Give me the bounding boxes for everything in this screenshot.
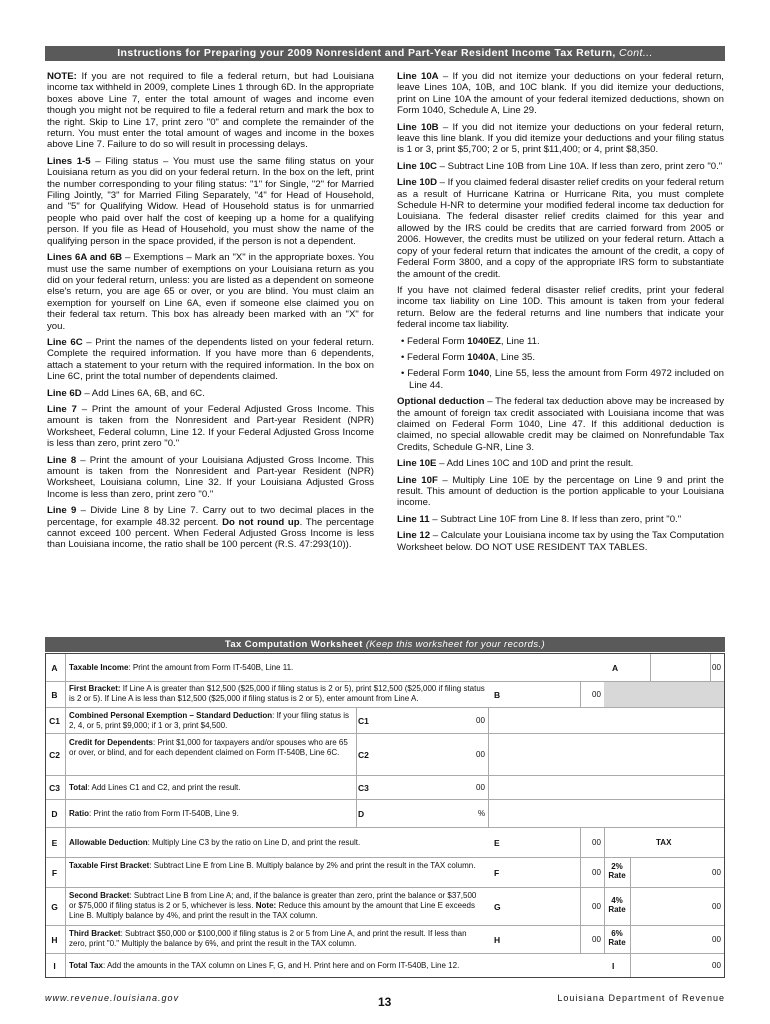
line-i-tax-cents[interactable]: 00 [712, 961, 721, 970]
list-item: • Federal Form 1040A, Line 35. [401, 351, 536, 363]
line-9-para: Line 9 – Divide Line 8 by Line 7. Carry out to two decimal places in the percentage, for example 48.32 percent. Do not round up. The percentage cannot exceed 100 percent. When Federal Adjusted Gross Income is less than Louisiana income, the ratio shall be 100 percent (R.S. 47:293(10)). [47, 505, 374, 551]
row-f: F Taxable First Bracket: Subtract Line E from Line B. Multiply balance by 2% and print the result in the TAX column. F 00 2% Rate 00 [46, 858, 724, 888]
line-h-cents[interactable]: 00 [592, 935, 601, 944]
line-e-cents[interactable]: 00 [592, 838, 601, 847]
row-d: D Ratio: Print the ratio from Form IT-540B, Line 9. D % [46, 800, 724, 828]
line-c1-cents[interactable]: 00 [476, 716, 485, 725]
footer-url[interactable]: www.revenue.louisiana.gov [45, 993, 180, 1003]
row-g: G Second Bracket: Subtract Line B from Line A; and, if the balance is greater than zero, print the balance or $37,500 or $75,000 if filing status is 2 or 5, whichever is less. Note: Reduce this amount by the amount that Line E exceeds Line B. Multiply balance by 4%, and print the result in the TAX column. G 00 4% Rate 00 [46, 888, 724, 926]
line-10b-para: Line 10B – If you did not itemize your deductions on your federal return, leave this line blank. If you did itemize your deductions and your filing status is 1 or 3, print $5,700; 2 or 5, print $11,400; or 4, print $8,350. [397, 121, 724, 156]
row-i: I Total Tax: Add the amounts in the TAX column on Lines F, G, and H. Print here and on Form IT-540B, Line 12. I 00 [46, 954, 724, 977]
line-11-para: Line 11 – Subtract Line 10F from Line 8. If less than zero, print "0." [397, 513, 682, 525]
page-header [45, 46, 725, 61]
lines-1-5-para: Lines 1-5 – Filing status – You must use the same filing status on your Louisiana return as you did on your federal return. In the box on the left, print the number corresponding to your filing status: "1" for Single, "2" for Married Filing Jointly, "3" for Married Filing Separately, "4" for Head of Household, and "5" for Qualifying Widow. Head of Household status is for unmarried people who paid over half the cost of keeping up a home for a qualifying person. If you file as Head of Household, you must show the name of the qualifying person in the space provided, if the person is not a dependent. [47, 155, 374, 247]
line-10c-para: Line 10C – Subtract Line 10B from Line 10A. If less than zero, print zero "0." [397, 160, 723, 172]
optional-deduction-para: Optional deduction – The federal tax deduction above may be increased by the amount of foreign tax credit associated with Louisiana income that was claimed on Federal Form 1040, Line 47. If this additional deduction is claimed, no special allowable credit may be claimed on Nonrefundable Tax Credits, Schedule G-NR, Line 3. [397, 396, 724, 453]
line-c2-cents[interactable]: 00 [476, 750, 485, 759]
row-c3: C3 Total: Add Lines C1 and C2, and print the result. C3 00 [46, 776, 724, 800]
lines-6a-6b-para: Lines 6A and 6B – Exemptions – Mark an "X" in the appropriate boxes. You must use the same number of exemptions on your Louisiana return as you did on your federal return, unless: you are listed as a dependent on someone else's return, you are age 65 or over, or you are blind. You must claim an exemption for yourself on Line 6A, even if someone else claimed you on their federal tax return. This box has already been marked with an "X" for you. [47, 252, 375, 332]
right-column [397, 71, 724, 558]
line-c3-cents[interactable]: 00 [476, 783, 485, 792]
line-10d-para: Line 10D – If you claimed federal disaster relief credits on your federal return as a result of Hurricane Katrina or Hurricane Rita, you must complete Schedule H-NR to determine your modified federal income tax deduction for Louisiana. The federal disaster relief credits claimed for this year and allowed by the IRS could be credits that are carried forward from 2005 or 2006. However, the credits must be utilized on your federal return. Attach a copy of your federal return that indicates the amount of the credit, a copy of Federal Form 3800, and a copy of the appropriate IRS form to substantiate the amount of the credit. [397, 177, 724, 280]
line-12-para: Line 12 – Calculate your Louisiana income tax by using the Tax Computation Worksheet below. DO NOT USE RESIDENT TAX TABLES. [397, 530, 725, 553]
row-h: H Third Bracket: Subtract $50,000 or $100,000 if filing status is 2 or 5 from Line A, and print the result. If less than zero, print "0." Multiply the balance by 6%, and print the result in the TAX column. H 00 6% Rate 00 [46, 926, 724, 954]
line-10d-para-2: If you have not claimed federal disaster relief credits, print your federal income tax liability on Line 10D. This amount is taken from your federal return. Below are the federal returns and line numbers that indicate your federal income tax liability. [397, 284, 724, 331]
line-6d-para: Line 6D – Add Lines 6A, 6B, and 6C. [47, 387, 205, 399]
row-c2: C2 Credit for Dependents: Print $1,000 for taxpayers and/or spouses who are 65 or over, or blind, and for each dependent claimed on Form IT-540B, Line 6C. C2 00 [46, 734, 724, 776]
line-6c-para: Line 6C – Print the names of the dependents listed on your federal return. Complete the required information. If you have more than 6 dependents, attach a statement to your return with the required information. In the box on Line 6C, print the total number of dependents claimed. [47, 336, 374, 383]
line-g-cents[interactable]: 00 [592, 902, 601, 911]
line-d-percent[interactable]: % [478, 809, 486, 818]
row-c1: C1 Combined Personal Exemption – Standard Deduction: If your filing status is 2, 4, or 5, print $9,000; if 1 or 3, print $4,500. C1 00 [46, 708, 724, 734]
note-para: NOTE: If you are not required to file a federal return, but had Louisiana income tax withheld in 2009, complete Lines 1 through 6D. In the appropriate boxes above Line 7, enter the total amount of wages and income even though you might not be required to file a federal return and mark the box to the right. Skip to Line 17, print zero "0" and complete the remainder of the return. You must enter the total amount of wages and income in the boxes above Line 7. Failure to do so will result in processing delays. [47, 71, 374, 151]
line-10e-para: Line 10E – Add Lines 10C and 10D and print the result. [397, 458, 634, 470]
line-h-tax-cents[interactable]: 00 [712, 935, 721, 944]
tax-computation-worksheet [45, 653, 725, 978]
footer-department: Louisiana Department of Revenue [557, 993, 725, 1003]
line-f-tax-cents[interactable]: 00 [712, 868, 721, 877]
header-cont: Cont... [619, 47, 653, 59]
list-item: • Federal Form 1040EZ, Line 11. [401, 335, 540, 347]
line-8-para: Line 8 – Print the amount of your Louisiana Adjusted Gross Income. This amount is taken from the Nonresident and Part-year Resident (NPR) Worksheet, Louisiana column, Line 32. If your Louisiana Adjusted Gross Income is less than zero, print zero "0." [47, 454, 374, 500]
page-number: 13 [378, 995, 392, 1009]
tax-column-header: TAX [656, 838, 672, 847]
line-b-cents[interactable]: 00 [592, 690, 601, 699]
header-title: Instructions for Preparing your 2009 Nonresident and Part-Year Resident Income Tax Return, [117, 47, 616, 59]
line-g-tax-cents[interactable]: 00 [712, 902, 721, 911]
line-a-cents[interactable]: 00 [712, 663, 721, 672]
row-e: E Allowable Deduction: Multiply Line C3 by the ratio on Line D, and print the result. E 00 TAX [46, 828, 724, 858]
worksheet-title: Tax Computation Worksheet (Keep this worksheet for your records.) [45, 637, 725, 652]
line-f-cents[interactable]: 00 [592, 868, 601, 877]
row-a: A Taxable Income: Print the amount from Form IT-540B, Line 11. A 00 [46, 654, 724, 682]
left-column [47, 71, 374, 556]
line-10a-para: Line 10A – If you did not itemize your deductions on your federal return, leave Lines 10A, 10B, and 10C blank. If you did itemize your deductions, print on Line 10A the amount of your federal itemized deductions, shown on Form 1040, Schedule A, Line 29. [397, 71, 724, 117]
line-10f-para: Line 10F – Multiply Line 10E by the percentage on Line 9 and print the result. This amount of deduction is the portion applicable to your Louisiana income. [397, 474, 724, 509]
row-b: B First Bracket: If Line A is greater than $12,500 ($25,000 if filing status is 2 or 5), print $12,500 ($25,000 if filing status is 2 or 5). If Line A is less than $12,500 ($25,000 if filing status is 2 or 5), enter amount from Line A. B 00 [46, 682, 724, 708]
list-item: • Federal Form 1040, Line 55, less the amount from Form 4972 included on Line 44. [401, 368, 724, 391]
line-7-para: Line 7 – Print the amount of your Federal Adjusted Gross Income. This amount is taken from the Nonresident and Part-year Resident (NPR) Worksheet, Federal column, Line 12. If your Federal Adjusted Gross Income is less than zero, print zero "0." [47, 403, 374, 450]
